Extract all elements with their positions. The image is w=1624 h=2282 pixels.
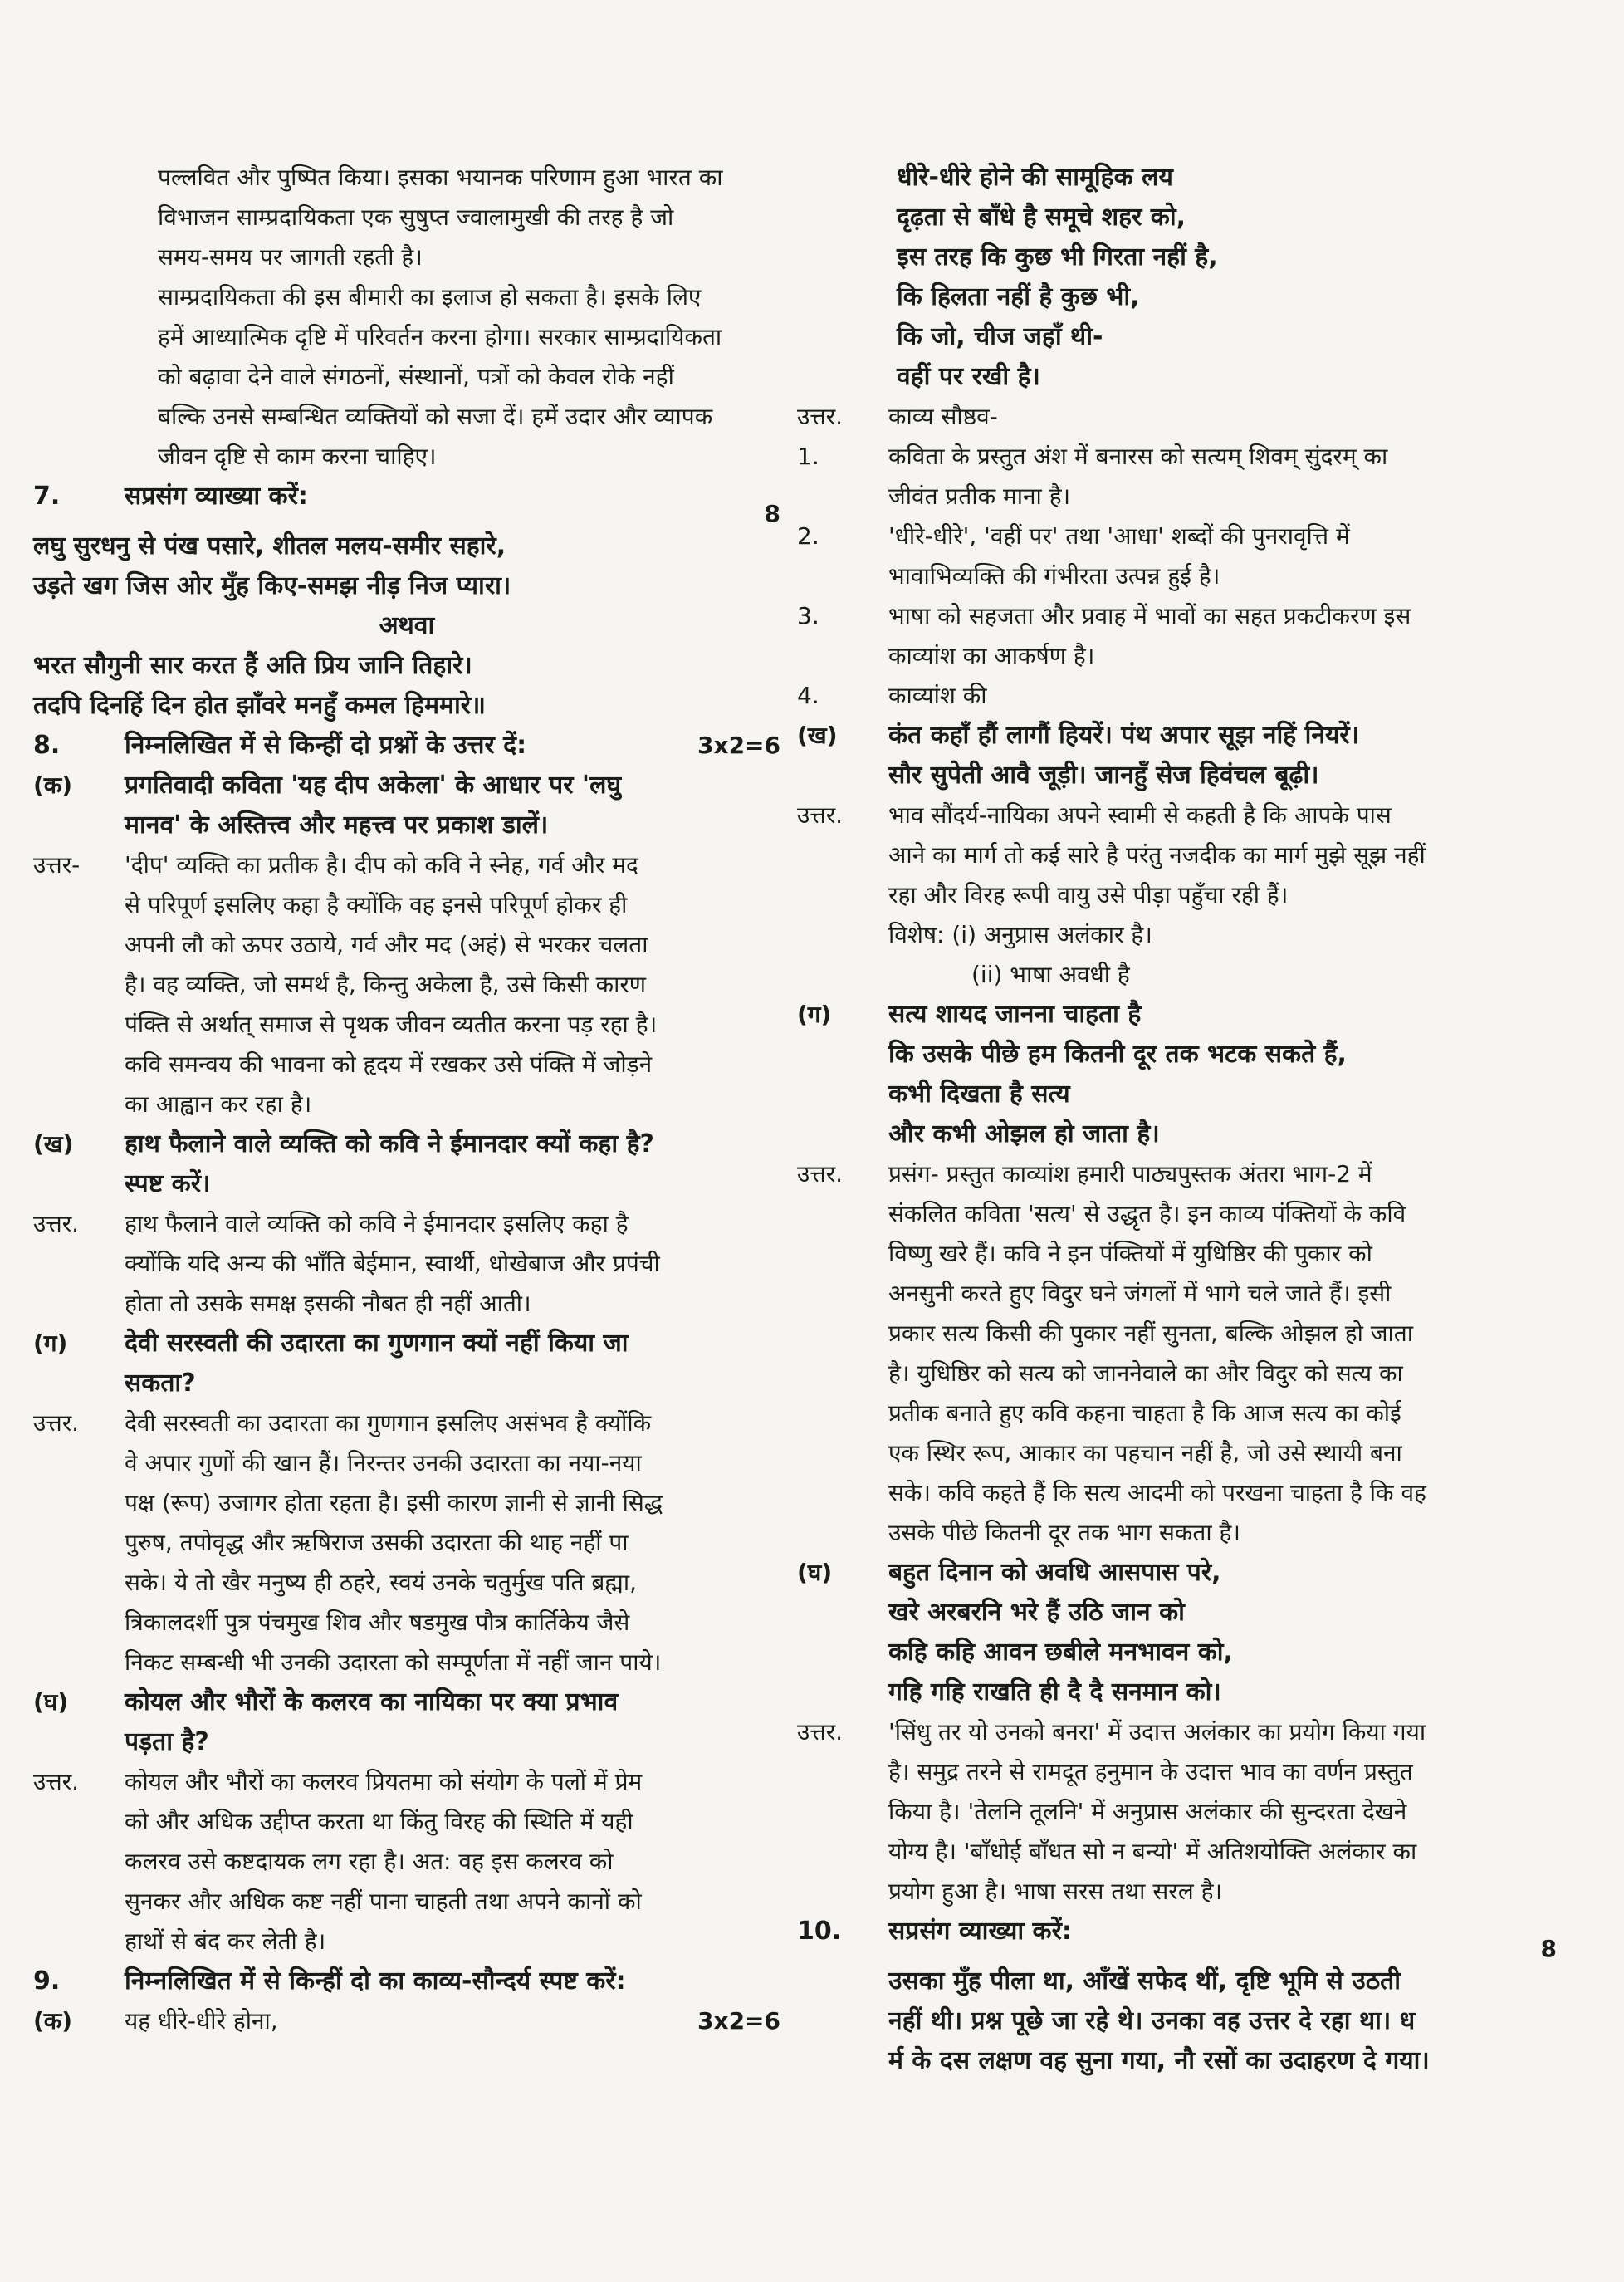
point-number: 2.	[797, 522, 819, 550]
verse-line: कहि कहि आवन छबीले मनभावन को,	[888, 1638, 1233, 1667]
sub-question-text: यह धीरे-धीरे होना,	[125, 2007, 278, 2035]
sub-question-text: स्पष्ट करें।	[125, 1169, 211, 1198]
text-line: जीवन दृष्टि से काम करना चाहिए।	[158, 443, 437, 470]
sub-question-text: देवी सरस्वती की उदारता का गुणगान क्यों नहीं किया जा	[125, 1329, 629, 1358]
answer-ka	[797, 397, 1557, 716]
answer-text: प्रयोग हुआ है। भाषा सरस तथा सरल है।	[888, 1878, 1223, 1905]
answer-text: उसके पीछे कितनी दूर तक भाग सकता है।	[888, 1519, 1240, 1546]
verse-line: खरे अरबरनि भरे हैं उठि जान को	[888, 1598, 1185, 1627]
sub-question-label: (घ)	[797, 1559, 833, 1586]
question-9-ga	[797, 995, 1557, 1553]
text-line: बल्कि उनसे सम्बन्धित व्यक्तियों को सजा दें। हमें उदार और व्यापक	[158, 403, 713, 430]
answer-text: पुरुष, तपोवृद्ध और ऋषिराज उसकी उदारता की थाह नहीं पा	[125, 1529, 629, 1556]
right-column	[797, 158, 1557, 2081]
sub-question-label: (क)	[33, 771, 73, 799]
answer-text: है। वह व्यक्ति, जो समर्थ है, किन्तु अकेला है, उसे किसी कारण	[125, 971, 647, 998]
point-number: 3.	[797, 602, 819, 629]
sub-question-label: (घ)	[33, 1688, 69, 1716]
poem-ka	[797, 158, 1557, 397]
answer-text: होता तो उसके समक्ष इसकी नौबत ही नहीं आती।	[125, 1290, 531, 1317]
text-line: हमें आध्यात्मिक दृष्टि में परिवर्तन करना होगा। सरकार साम्प्रदायिकता	[158, 323, 722, 350]
answer-text: सुनकर और अधिक कष्ट नहीं पाना चाहती तथा अपने कानों को	[125, 1888, 642, 1915]
answer-text: प्रसंग- प्रस्तुत काव्यांश हमारी पाठ्यपुस्तक अंतरा भाग-2 में	[888, 1160, 1372, 1188]
verse-line: वहीं पर रखी है।	[897, 362, 1040, 391]
question-9-kha	[797, 716, 1557, 995]
question-7	[33, 477, 780, 726]
question-marks: 8	[764, 500, 780, 527]
answer-heading: काव्य सौष्ठव-	[888, 403, 998, 430]
answer-text: आने का मार्ग तो कई सारे है परंतु नजदीक का मार्ग मुझे सूझ नहीं	[888, 841, 1426, 869]
verse-line: लघु सुरधनु से पंख पसारे, शीतल मलय-समीर सहारे,	[33, 531, 506, 561]
answer-text: 'दीप' व्यक्ति का प्रतीक है। दीप को कवि ने स्नेह, गर्व और मद	[125, 851, 638, 879]
sub-question-label: (ख)	[797, 722, 838, 749]
question-text: निम्नलिखित में से किन्हीं दो प्रश्नों के उत्तर दें:	[125, 731, 527, 760]
sub-question-text: प्रगतिवादी कविता 'यह दीप अकेला' के आधार पर 'लघु	[125, 771, 622, 800]
left-column	[33, 158, 780, 2041]
answer-text: भावाभिव्यक्ति की गंभीरता उत्पन्न हुई है।	[888, 562, 1220, 590]
passage-line: नहीं थी। प्रश्न पूछे जा रहे थे। उनका वह उत्तर दे रहा था। ध	[888, 2006, 1416, 2035]
answer-label: उत्तर-	[33, 851, 81, 879]
passage-line: उसका मुँह पीला था, आँखें सफेद थीं, दृष्टि भूमि से उठती	[888, 1966, 1401, 1996]
verse-line: कि जो, चीज जहाँ थी-	[897, 322, 1103, 351]
text-line: पल्लवित और पुष्पित किया। इसका भयानक परिणाम हुआ भारत का	[158, 164, 723, 191]
question-number: 8.	[33, 731, 61, 760]
answer-text: है। समुद्र तरने से रामदूत हनुमान के उदात्त भाव का वर्णन प्रस्तुत	[888, 1758, 1413, 1785]
answer-text: त्रिकालदर्शी पुत्र पंचमुख शिव और षडमुख पौत्र कार्तिकेय जैसे	[125, 1609, 630, 1636]
answer-text: देवी सरस्वती का उदारता का गुणगान इसलिए असंभव है क्योंकि	[125, 1409, 652, 1437]
question-marks: 3x2=6	[697, 732, 780, 759]
answer-text: कलरव उसे कष्टदायक लग रहा है। अत: वह इस कलरव को	[125, 1848, 614, 1875]
answer-text: प्रकार सत्य किसी की पुकार नहीं सुनता, बल्कि ओझल हो जाता	[888, 1320, 1414, 1347]
answer-text: विशेष: (i) अनुप्रास अलंकार है।	[888, 921, 1152, 948]
answer-text: काव्यांश का आकर्षण है।	[888, 642, 1095, 669]
answer-text: भाषा को सहजता और प्रवाह में भावों का सहत प्रकटीकरण इस	[888, 602, 1411, 629]
answer-label: उत्तर.	[797, 801, 844, 829]
question-8-kha	[33, 1124, 780, 1324]
text-line: विभाजन साम्प्रदायिकता एक सुषुप्त ज्वालामुखी की तरह है जो	[158, 203, 674, 231]
answer-text: है। युधिष्ठिर को सत्य को जाननेवाले का और विदुर को सत्य का	[888, 1359, 1403, 1387]
sub-question-text: हाथ फैलाने वाले व्यक्ति को कवि ने ईमानदार क्यों कहा है?	[125, 1129, 654, 1158]
answer-text: रहा और विरह रूपी वायु उसे पीड़ा पहुँचा रही हैं।	[888, 881, 1289, 908]
text-line: समय-समय पर जागती रहती है।	[158, 243, 423, 271]
sub-question-label: (ग)	[33, 1330, 68, 1357]
answer-label: उत्तर.	[797, 1160, 844, 1188]
verse-line: दृढ़ता से बाँधे है समूचे शहर को,	[897, 203, 1186, 232]
answer-text: संकलित कविता 'सत्य' से उद्धृत है। इन काव्य पंक्तियों के कवि	[888, 1200, 1406, 1227]
answer-text: योग्य है। 'बाँधोई बाँधत सो न बन्यो' में अतिशयोक्ति अलंकार का	[888, 1838, 1417, 1865]
passage-line: र्म के दस लक्षण वह सुना गया, नौ रसों का उदाहरण दे गया।	[888, 2046, 1430, 2075]
verse-line: कि हिलता नहीं है कुछ भी,	[897, 282, 1140, 311]
answer-text: 'धीरे-धीरे', 'वहीं पर' तथा 'आधा' शब्दों की पुनरावृत्ति में	[888, 522, 1350, 550]
answer-text: का आह्वान कर रहा है।	[125, 1090, 312, 1118]
answer-text: एक स्थिर रूप, आकार का पहचान नहीं है, जो उसे स्थायी बना	[888, 1439, 1402, 1467]
answer-text: क्योंकि यदि अन्य की भाँति बेईमान, स्वार्थी, धोखेबाज और प्रपंची	[125, 1250, 660, 1277]
answer-text: हाथों से बंद कर लेती है।	[125, 1927, 326, 1955]
answer-label: उत्तर.	[33, 1210, 80, 1237]
answer-label: उत्तर.	[797, 403, 844, 430]
sub-question-label: (ग)	[797, 1001, 832, 1028]
question-marks: 8	[1540, 1935, 1557, 1962]
question-8-ka	[33, 766, 780, 1124]
answer-text: पक्ष (रूप) उजागर होता रहता है। इसी कारण ज्ञानी से ज्ञानी सिद्ध	[125, 1489, 663, 1516]
answer-label: उत्तर.	[797, 1718, 844, 1746]
answer-text: अनसुनी करते हुए विदुर घने जंगलों में भागे चले जाते हैं। इसी	[888, 1280, 1392, 1307]
sub-question-text: कोयल और भौरों के कलरव का नायिका पर क्या प्रभाव	[125, 1687, 619, 1716]
answer-text: को और अधिक उद्दीप्त करता था किंतु विरह की स्थिति में यही	[125, 1808, 633, 1835]
answer-text: विष्णु खरे हैं। कवि ने इन पंक्तियों में युधिष्ठिर की पुकार को	[888, 1240, 1372, 1267]
question-text: सप्रसंग व्याख्या करें:	[125, 482, 308, 511]
question-8-gha	[33, 1682, 780, 1961]
question-9-gha	[797, 1553, 1557, 1912]
answer-text: किया है। 'तेलनि तूलनि' में अनुप्रास अलंकार की सुन्दरता देखने	[888, 1798, 1407, 1825]
verse-line: भरत सौगुनी सार करत हैं अति प्रिय जानि तिहारे।	[33, 651, 472, 680]
answer-text: 'सिंधु तर यो उनको बनरा' में उदात्त अलंकार का प्रयोग किया गया	[888, 1718, 1426, 1746]
answer-text: से परिपूर्ण इसलिए कहा है क्योंकि वह इनसे परिपूर्ण होकर ही	[125, 891, 628, 918]
answer-label: उत्तर.	[33, 1768, 80, 1795]
question-text: निम्नलिखित में से किन्हीं दो का काव्य-सौन्दर्य स्पष्ट करें:	[125, 1966, 626, 1996]
question-marks: 3x2=6	[697, 2007, 780, 2035]
question-number: 10.	[797, 1917, 842, 1946]
sub-question-text: पड़ता है?	[125, 1727, 209, 1756]
answer-label: उत्तर.	[33, 1409, 80, 1437]
question-number: 7.	[33, 482, 61, 511]
point-number: 4.	[797, 682, 819, 709]
answer-text: काव्यांश की	[888, 682, 987, 709]
question-10	[797, 1912, 1557, 2081]
answer-text: सके। कवि कहते हैं कि सत्य आदमी को परखना चाहता है कि वह	[888, 1479, 1426, 1506]
verse-line: गहि गहि राखति ही दै दै सनमान को।	[888, 1677, 1221, 1707]
answer-text: निकट सम्बन्धी भी उनकी उदारता को सम्पूर्णता में नहीं जान पाये।	[125, 1648, 662, 1676]
question-8	[33, 726, 780, 766]
question-8-ga	[33, 1324, 780, 1682]
verse-line: तदपि दिनहिं दिन होत झाँवरे मनहुँ कमल हिममारे॥	[33, 691, 486, 720]
answer-text: कविता के प्रस्तुत अंश में बनारस को सत्यम् शिवम् सुंदरम् का	[888, 443, 1388, 470]
answer-text: भाव सौंदर्य-नायिका अपने स्वामी से कहती है कि आपके पास	[888, 801, 1392, 829]
question-number: 9.	[33, 1966, 61, 1996]
answer-text: पंक्ति से अर्थात् समाज से पृथक जीवन व्यतीत करना पड़ रहा है।	[125, 1011, 658, 1038]
verse-line: कंत कहाँ हौं लागौं हियरें। पंथ अपार सूझ नहिं नियरें।	[888, 721, 1360, 750]
verse-line: इस तरह कि कुछ भी गिरता नहीं है,	[897, 242, 1218, 272]
answer-text: प्रतीक बनाते हुए कवि कहना चाहता है कि आज सत्य का कोई	[888, 1399, 1401, 1427]
question-9	[33, 1961, 780, 2041]
verse-line: सत्य शायद जानना चाहता है	[888, 1000, 1142, 1029]
sub-question-label: (क)	[33, 2007, 73, 2035]
answer-text: सके। ये तो खैर मनुष्य ही ठहरे, स्वयं उनके चतुर्मुख पति ब्रह्मा,	[125, 1569, 637, 1596]
answer-text: अपनी लौ को ऊपर उठाये, गर्व और मद (अहं) से भरकर चलता	[125, 931, 648, 958]
verse-line: कभी दिखता है सत्य	[888, 1080, 1070, 1109]
sub-question-text: सकता?	[125, 1369, 196, 1398]
verse-line: बहुत दिनान को अवधि आसपास परे,	[888, 1558, 1221, 1587]
sub-question-text: मानव' के अस्तित्त्व और महत्त्व पर प्रकाश डालें।	[125, 810, 549, 840]
answer-text: हाथ फैलाने वाले व्यक्ति को कवि ने ईमानदार इसलिए कहा है	[125, 1210, 629, 1237]
or-separator: अथवा	[379, 611, 435, 640]
verse-line: उड़ते खग जिस ओर मुँह किए-समझ नीड़ निज प्यारा।	[33, 571, 511, 600]
answer-text: (ii) भाषा अवधी है	[971, 961, 1130, 988]
verse-line: कि उसके पीछे हम कितनी दूर तक भटक सकते हैं,	[888, 1040, 1347, 1069]
answer-text: कोयल और भौरों का कलरव प्रियतमा को संयोग के पलों में प्रेम	[125, 1768, 643, 1795]
text-line: को बढ़ावा देने वाले संगठनों, संस्थानों, पत्रों को केवल रोके नहीं	[158, 363, 674, 390]
verse-line: धीरे-धीरे होने की सामूहिक लय	[897, 163, 1173, 192]
verse-line: और कभी ओझल हो जाता है।	[888, 1119, 1160, 1148]
sub-question-label: (ख)	[33, 1130, 74, 1158]
point-number: 1.	[797, 443, 819, 470]
answer-text: कवि समन्वय की भावना को हृदय में रखकर उसे पंक्ति में जोड़ने	[125, 1050, 653, 1078]
question-text: सप्रसंग व्याख्या करें:	[888, 1917, 1072, 1946]
intro-paragraph	[33, 158, 780, 477]
answer-text: वे अपार गुणों की खान हैं। निरन्तर उनकी उदारता का नया-नया	[125, 1449, 642, 1476]
text-line: साम्प्रदायिकता की इस बीमारी का इलाज हो सकता है। इसके लिए	[158, 283, 702, 311]
verse-line: सौर सुपेती आवै जूड़ी। जानहुँ सेज हिवंचल बूढ़ी।	[888, 761, 1319, 790]
answer-text: जीवंत प्रतीक माना है।	[888, 482, 1071, 510]
